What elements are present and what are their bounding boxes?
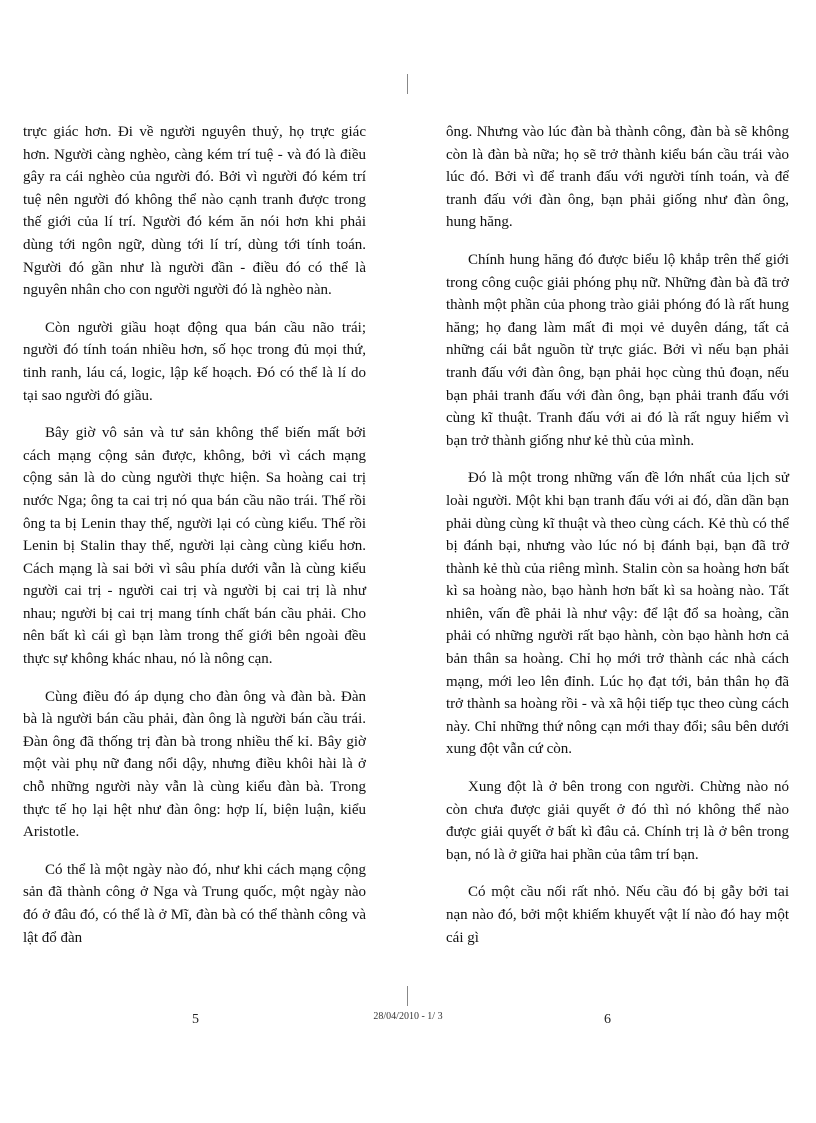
left-page-number: 5 <box>192 1012 199 1027</box>
left-paragraph-2: Còn người giầu hoạt động qua bán cầu não trái; người đó tính toán nhiều hơn, số học trong đủ mọi thứ, tinh ranh, láu cá, logic, lập kế hoạch. Đó có thể là lí do tại sao người đó giầu. <box>23 319 366 404</box>
top-center-marker <box>407 74 408 94</box>
right-paragraph-3: Đó là một trong những vấn đề lớn nhất của lịch sử loài người. Một khi bạn tranh đấu với ai đó, dần dần bạn phải dùng cùng kĩ thuật và theo cùng cách. Kẻ thù có thể bị đánh bại, nhưng vào lúc nó bị đánh bại, bạn đã trở thành kẻ thù của riêng mình. Stalin còn sa hoàng hơn bất kì sa hoàng nào, bạo hành hơn bất kì sa hoàng nào. Tất nhiên, vấn đề phải là như vậy: để lật đổ sa hoàng, cần phải có những người rất bạo hành, còn bạo hành hơn cả bản thân sa hoàng. Chỉ họ mới trở thành các nhà cách mạng, mới leo lên đỉnh. Lúc họ đạt tới, bản thân họ đã trở thành sa hoàng rồi - và xã hội tiếp tục theo cùng cách này. Chỉ những thứ nông cạn mới thay đổi; sâu bên dưới xung đột vẫn cứ còn. <box>446 470 789 758</box>
left-paragraph-1: trực giác hơn. Đi về người nguyên thuỷ, họ trực giác hơn. Người càng nghèo, càng kém trí tuệ - và đó là điều gây ra cái nghèo của người đó. Bởi vì người đó kém trí tuệ nên người đó không thể nào cạnh tranh được trong thế giới của lí trí. Người đó kém ăn nói hơn khi phải dùng tới ngôn ngữ, dùng tới lí trí, dùng tới tính toán. Người đó gần như là người đần - điều đó có thể là nguyên nhân cho con người người đó là nghèo nàn. <box>23 124 366 299</box>
left-paragraph-3: Bây giờ vô sản và tư sản không thể biến mất bởi cách mạng cộng sản được, không, bởi vì cách mạng cộng sản là do cùng người thực hiện. Sa hoàng cai trị nước Nga; ông ta cai trị nó qua bán cầu não trái. Thế rồi ông ta bị Lenin thay thế, người lại có cùng kiểu. Thế rồi Lenin bị Stalin thay thế, người lại càng cùng kiểu hơn. Cách mạng là sai bởi vì sâu phía dưới vẫn là cùng kiểu người cai trị - người cai trị và người bị cai trị là như nhau; người bị cai trị mang tính chất bán cầu phải. Cho nên bất kì cái gì bạn làm trong thế giới bên ngoài đều thực sự không khác nhau, nó là nông cạn. <box>23 425 366 668</box>
right-page-number: 6 <box>604 1012 611 1027</box>
right-paragraph-2: Chính hung hăng đó được biểu lộ khắp trên thế giới trong công cuộc giải phóng phụ nữ. Những đàn bà đã trở thành một phần của phong trào giải phóng đó là rất hung hăng; họ đang làm mất đi mọi vẻ duyên dáng, tất cả những cái bắt nguồn từ trực giác. Bởi vì nếu bạn phải tranh đấu với đàn ông, bạn phải học cùng thủ đoạn, nếu bạn phải tranh đấu với đàn ông, bạn phải tranh đấu với cùng kĩ thuật. Tranh đấu với ai đó là rất nguy hiểm vì bạn trở thành giống như kẻ thù của mình. <box>446 251 789 449</box>
right-paragraph-1: ông. Nhưng vào lúc đàn bà thành công, đàn bà sẽ không còn là đàn bà nữa; họ sẽ trở thành kiểu bán cầu trái vào lúc đó. Bởi vì để tranh đấu với người tính toán, và để tranh đấu với đàn ông, bạn phải giống như đàn ông, hung hăng. <box>446 124 789 231</box>
bottom-center-marker <box>407 986 408 1006</box>
right-paragraph-4: Xung đột là ở bên trong con người. Chừng nào nó còn chưa được giải quyết ở đó thì nó không thể nào được giải quyết ở bất kì đâu cả. Chính trị là ở bên trong bạn, nó là ở giữa hai phần của tâm trí bạn. <box>446 779 789 863</box>
footer-date-label: 28/04/2010 - 1/ 3 <box>373 1011 443 1022</box>
left-paragraph-5: Có thể là một ngày nào đó, như khi cách mạng cộng sản đã thành công ở Nga và Trung quốc, một ngày nào đó ở đâu đó, có thể là ở Mĩ, đàn bà có thể thành công và lật đổ đàn <box>23 861 366 946</box>
left-page-column <box>23 121 366 964</box>
left-paragraph-4: Cùng điều đó áp dụng cho đàn ông và đàn bà. Đàn bà là người bán cầu phải, đàn ông là người bán cầu trái. Đàn ông đã thống trị đàn bà trong nhiều thế kỉ. Bây giờ một vài phụ nữ đang nổi dậy, nhưng điều khôi hài là ở chỗ những người này vẫn là cùng kiểu đàn bà. Trong thực tế họ lại hệt như đàn ông: hợp lí, biện luận, kiểu Aristotle. <box>23 688 366 841</box>
right-page-column <box>446 121 789 964</box>
right-paragraph-5: Có một cầu nối rất nhỏ. Nếu cầu đó bị gẫy bởi tai nạn nào đó, bởi một khiếm khuyết vật lí nào đó hay một cái gì <box>446 884 789 946</box>
